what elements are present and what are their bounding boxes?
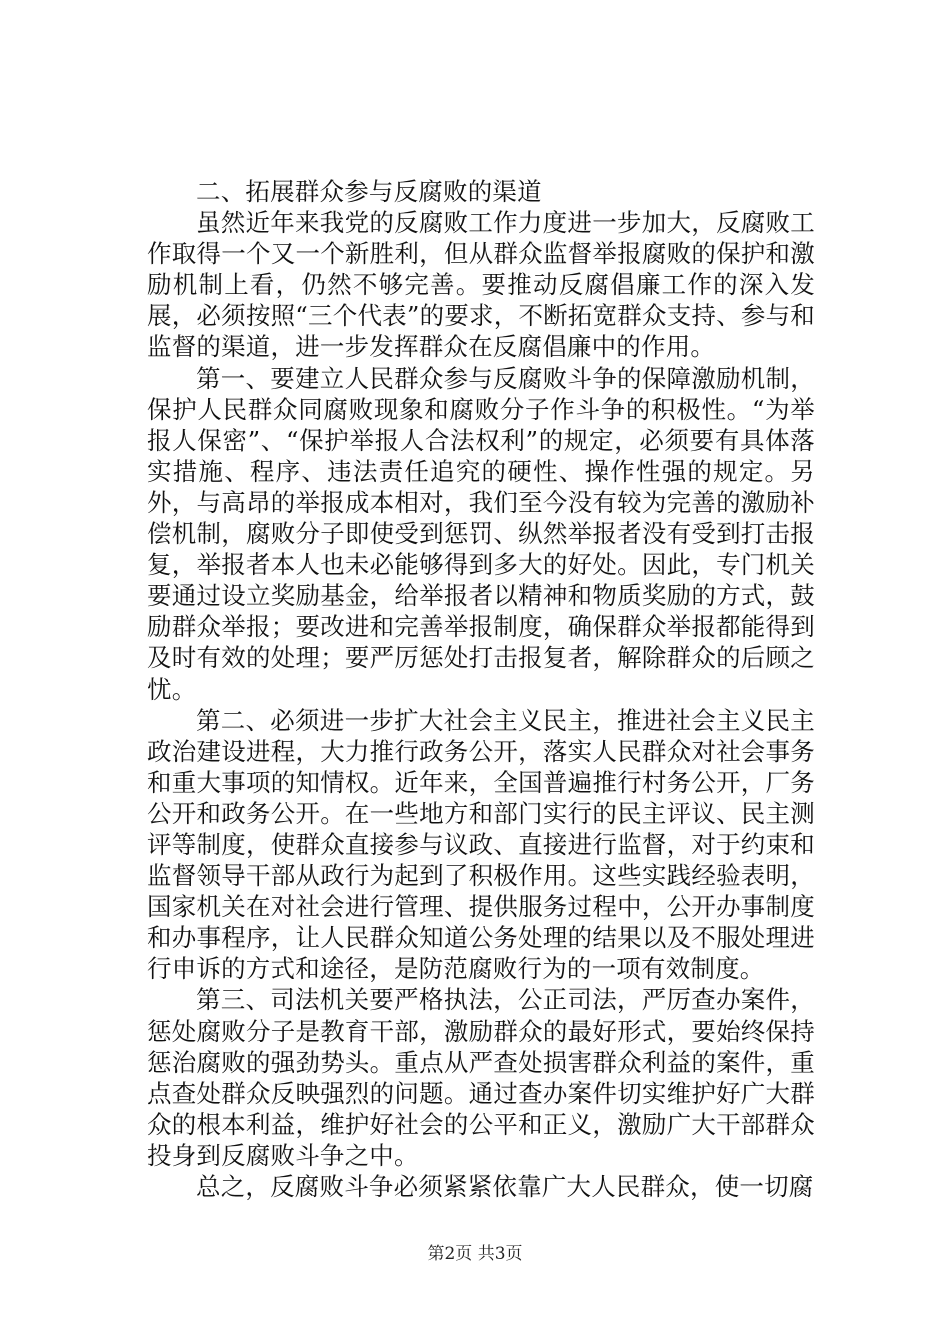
paragraph-first: 第一、要建立人民群众参与反腐败斗争的保障激励机制，保护人民群众同腐败现象和腐败分子作斗争的积极性。“为举报人保密”、“保护举报人合法权利”的规定，必须要有具体落实措施、程序、违法责任追究的硬性、操作性强的规定。另外，与高昂的举报成本相对，我们至今没有较为完善的激励补偿机制，腐败分子即使受到惩罚、纵然举报者没有受到打击报复，举报者本人也未必能够得到多大的好处。因此，专门机关要通过设立奖励基金，给举报者以精神和物质奖励的方式，鼓励群众举报；要改进和完善举报制度，确保群众举报都能得到及时有效的处理；要严厉惩处打击报复者，解除群众的后顾之忧。: [147, 363, 815, 704]
page-number-footer: 第2页 共3页: [427, 1244, 523, 1264]
paragraph-third: 第三、司法机关要严格执法，公正司法，严厉查办案件，惩处腐败分子是教育干部，激励群众的最好形式，要始终保持惩治腐败的强劲势头。重点从严查处损害群众利益的案件，重点查处群众反映强烈的问题。通过查办案件切实维护好广大群众的根本利益，维护好社会的公平和正义，激励广大干部群众投身到反腐败斗争之中。: [147, 985, 815, 1170]
paragraph-summary: 总之，反腐败斗争必须紧紧依靠广大人民群众，使一切腐: [196, 1172, 814, 1201]
document-body: [147, 176, 815, 1202]
paragraph-intro: 虽然近年来我党的反腐败工作力度进一步加大，反腐败工作取得一个又一个新胜利，但从群众监督举报腐败的保护和激励机制上看，仍然不够完善。要推动反腐倡廉工作的深入发展，必须按照“三个代表”的要求，不断拓宽群众支持、参与和监督的渠道，进一步发挥群众在反腐倡廉中的作用。: [147, 208, 815, 362]
paragraph-second: 第二、必须进一步扩大社会主义民主，推进社会主义民主政治建设进程，大力推行政务公开，落实人民群众对社会事务和重大事项的知情权。近年来，全国普遍推行村务公开，厂务公开和政务公开。在一些地方和部门实行的民主评议、民主测评等制度，使群众直接参与议政、直接进行监督，对于约束和监督领导干部从政行为起到了积极作用。这些实践经验表明，国家机关在对社会进行管理、提供服务过程中，公开办事制度和办事程序，让人民群众知道公务处理的结果以及不服处理进行申诉的方式和途径，是防范腐败行为的一项有效制度。: [147, 705, 815, 984]
section-heading: 二、拓展群众参与反腐败的渠道: [196, 177, 542, 206]
